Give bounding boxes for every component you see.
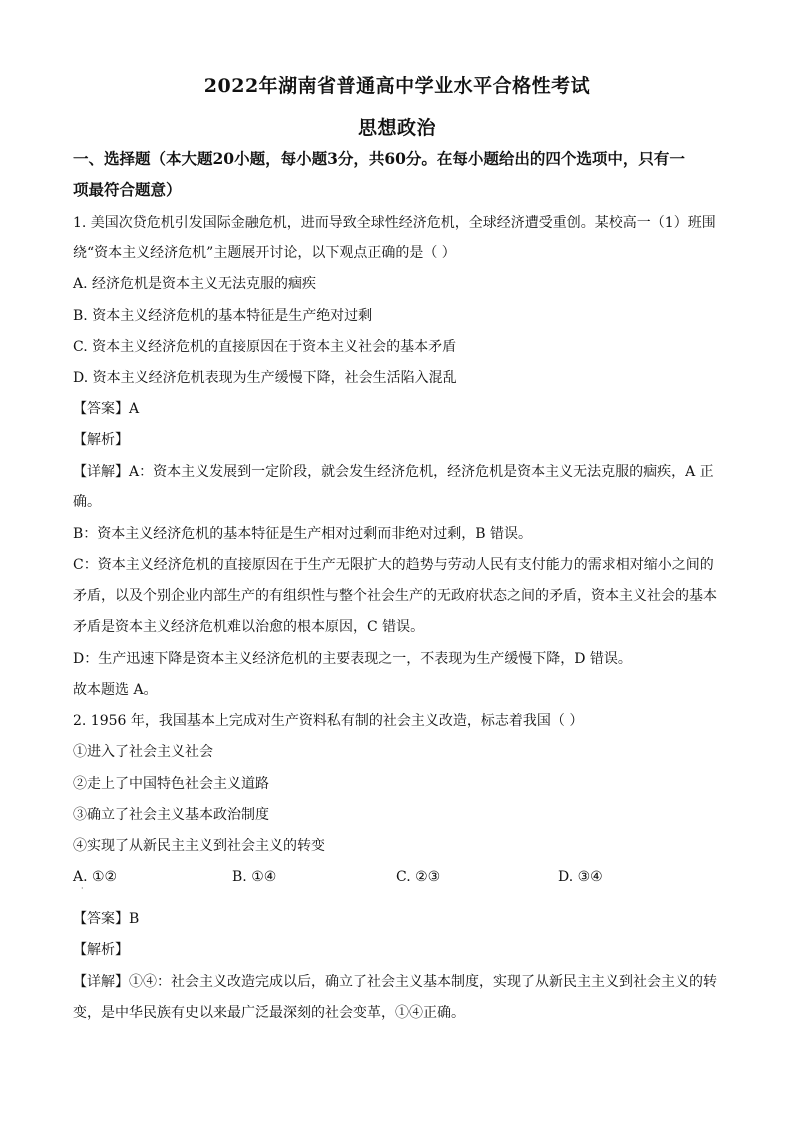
q1-option-c: C. 资本主义经济危机的直接原因在于资本主义社会的基本矛盾	[73, 339, 457, 355]
exam-title: 2022年湖南省普通高中学业水平合格性考试	[203, 75, 591, 97]
q2-option-d: D. ③④	[558, 869, 603, 885]
q1-detail-line3: B：资本主义经济危机的基本特征是生产相对过剩而非绝对过剩，B 错误。	[73, 526, 533, 542]
q2-option-c: C. ②③	[396, 869, 441, 885]
section-heading-line1: 一、选择题（本大题20小题，每小题3分，共60分。在每小题给出的四个选项中，只有一	[73, 149, 685, 168]
q1-answer: 【答案】A	[73, 401, 140, 417]
q1-conclusion: 故本题选 A。	[73, 682, 158, 698]
q2-option-a: A. ①②	[73, 869, 118, 885]
q2-answer: 【答案】B	[73, 911, 140, 927]
q2-item4: ④实现了从新民主主义到社会主义的转变	[73, 838, 325, 854]
q1-detail-line6: 矛盾是资本主义经济危机难以治愈的根本原因，C 错误。	[73, 619, 425, 635]
q2-item2: ②走上了中国特色社会主义道路	[73, 776, 269, 792]
q2-option-b: B. ①④	[232, 869, 277, 885]
q1-detail-line4: C：资本主义经济危机的直接原因在于生产无限扩大的趋势与劳动人民有支付能力的需求相对缩小之间的	[73, 557, 714, 573]
q2-item3: ③确立了社会主义基本政治制度	[73, 807, 269, 823]
section-heading-line2: 项最符合题意）	[73, 180, 182, 199]
q1-analysis-label: 【解析】	[73, 432, 129, 448]
q1-detail-line2: 确。	[73, 494, 101, 510]
q2-detail-line2: 变，是中华民族有史以来最广泛最深刻的社会变革，①④正确。	[73, 1005, 465, 1021]
stray-dot-mark: ·	[81, 884, 84, 893]
q1-stem-line1: 1. 美国次贷危机引发国际金融危机，进而导致全球性经济危机，全球经济遭受重创。某校高一（1）班围	[73, 215, 716, 231]
q2-detail-line1: 【详解】①④：社会主义改造完成以后，确立了社会主义基本制度，实现了从新民主主义到社会主义的转	[73, 974, 717, 990]
q1-detail-line5: 矛盾，以及个别企业内部生产的有组织性与整个社会生产的无政府状态之间的矛盾，资本主义社会的基本	[73, 588, 717, 604]
q1-option-d: D. 资本主义经济危机表现为生产缓慢下降，社会生活陷入混乱	[73, 370, 457, 386]
q1-detail-line1: 【详解】A：资本主义发展到一定阶段，就会发生经济危机，经济危机是资本主义无法克服的痼疾，A 正	[73, 464, 714, 480]
subject-title: 思想政治	[357, 117, 436, 139]
q1-stem-line2: 绕“资本主义经济危机”主题展开讨论，以下观点正确的是（ ）	[73, 245, 456, 261]
q2-stem: 2. 1956 年，我国基本上完成对生产资料私有制的社会主义改造，标志着我国（ ）	[73, 713, 584, 729]
q2-item1: ①进入了社会主义社会	[73, 744, 213, 760]
q2-analysis-label: 【解析】	[73, 942, 129, 958]
q1-option-b: B. 资本主义经济危机的基本特征是生产绝对过剩	[73, 308, 373, 324]
q1-option-a: A. 经济危机是资本主义无法克服的痼疾	[73, 276, 317, 292]
q1-detail-line7: D：生产迅速下降是资本主义经济危机的主要表现之一，不表现为生产缓慢下降，D 错误。	[73, 651, 632, 667]
